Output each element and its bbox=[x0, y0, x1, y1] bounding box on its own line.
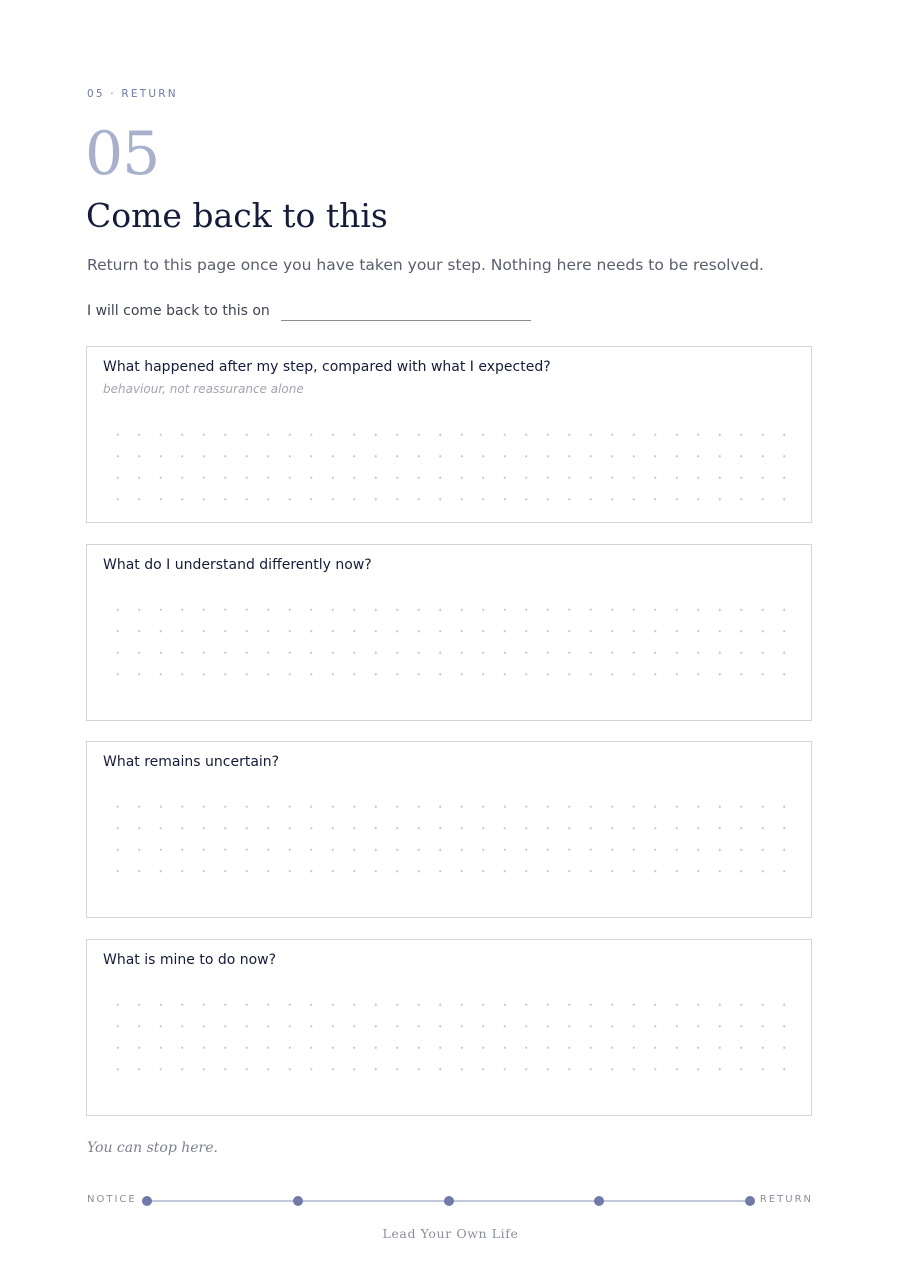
return-date-row bbox=[87, 303, 531, 319]
section-number: 05 bbox=[85, 119, 160, 189]
progress-step-dot bbox=[444, 1196, 454, 1206]
writing-area[interactable] bbox=[107, 994, 791, 1076]
intro-text: Return to this page once you have taken your step. Nothing here needs to be resolved. bbox=[87, 256, 764, 274]
card-hint: behaviour, not reassurance alone bbox=[103, 382, 304, 396]
reflection-card-mine-to-do bbox=[86, 939, 812, 1116]
writing-area[interactable] bbox=[107, 424, 791, 506]
card-question: What is mine to do now? bbox=[103, 952, 277, 968]
progress-track bbox=[87, 1190, 813, 1212]
reflection-card-understand-differently bbox=[86, 544, 812, 721]
progress-step-dot bbox=[142, 1196, 152, 1206]
return-date-label: I will come back to this on bbox=[87, 303, 270, 319]
progress-end-label: RETURN bbox=[759, 1194, 813, 1205]
page-title: Come back to this bbox=[86, 196, 388, 235]
return-date-field[interactable] bbox=[281, 320, 531, 321]
progress-step-dot bbox=[293, 1196, 303, 1206]
progress-start-label: NOTICE bbox=[87, 1194, 137, 1205]
card-question: What remains uncertain? bbox=[103, 754, 280, 770]
closing-note: You can stop here. bbox=[87, 1140, 218, 1156]
progress-step-dot bbox=[745, 1196, 755, 1206]
card-question: What do I understand differently now? bbox=[103, 557, 372, 573]
footer-brand: Lead Your Own Life bbox=[382, 1226, 519, 1241]
writing-area[interactable] bbox=[107, 796, 791, 878]
reflection-card-remains-uncertain bbox=[86, 741, 812, 918]
progress-step-dot bbox=[594, 1196, 604, 1206]
reflection-card-what-happened bbox=[86, 346, 812, 523]
writing-area[interactable] bbox=[107, 599, 791, 681]
eyebrow: 05 · RETURN bbox=[87, 88, 178, 100]
card-question: What happened after my step, compared with what I expected? bbox=[103, 359, 551, 375]
